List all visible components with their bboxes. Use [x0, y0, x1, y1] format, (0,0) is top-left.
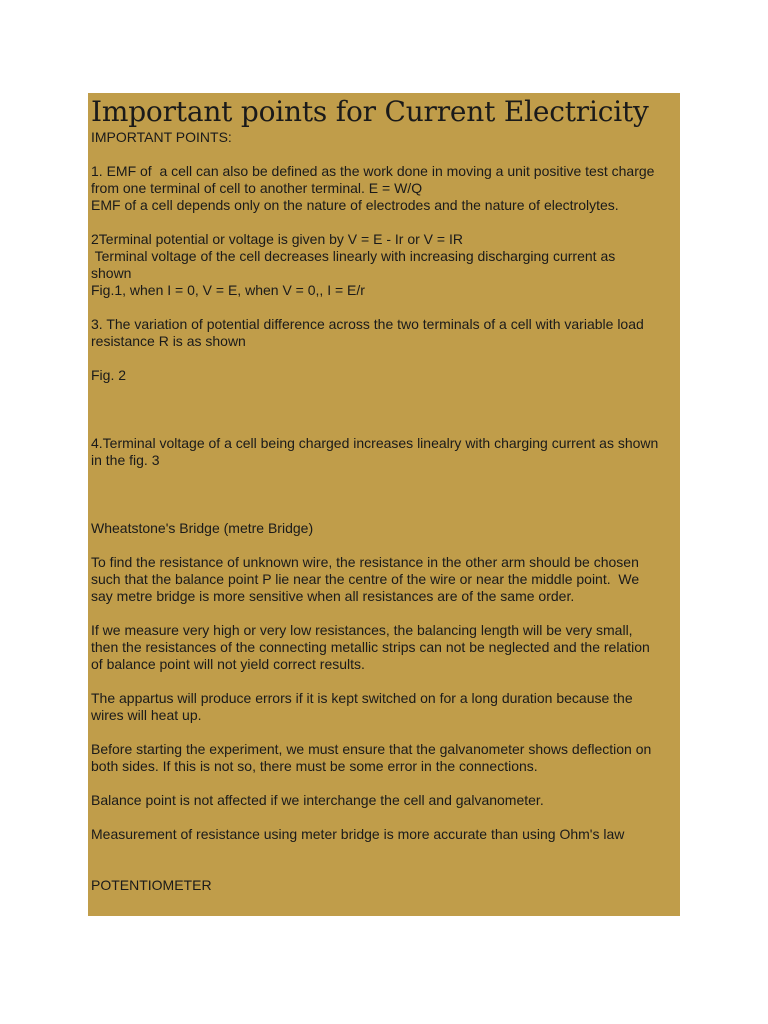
- text-line: then the resistances of the connecting metallic strips can not be neglected and the relation: [91, 639, 650, 655]
- blank-line: [91, 299, 677, 316]
- text-line: Fig.1, when I = 0, V = E, when V = 0,, I = E/r: [91, 282, 365, 298]
- document-panel: [88, 93, 680, 916]
- text-line: from one terminal of cell to another terminal. E = W/Q: [91, 180, 423, 196]
- blank-line: [91, 843, 677, 860]
- text-line: Balance point is not affected if we interchange the cell and galvanometer.: [91, 792, 544, 808]
- text-line: POTENTIOMETER: [91, 877, 212, 893]
- text-line: 4.Terminal voltage of a cell being charged increases linealry with charging current as shown: [91, 435, 659, 451]
- blank-line: [91, 401, 677, 418]
- text-line: 3. The variation of potential difference across the two terminals of a cell with variable load: [91, 316, 644, 332]
- text-line: IMPORTANT POINTS:: [91, 129, 232, 145]
- text-line: such that the balance point P lie near the centre of the wire or near the middle point. We: [91, 571, 640, 587]
- blank-line: [91, 350, 677, 367]
- blank-line: [91, 214, 677, 231]
- text-line: Measurement of resistance using meter bridge is more accurate than using Ohm's law: [91, 826, 625, 842]
- blank-line: [91, 605, 677, 622]
- blank-line: [91, 469, 677, 486]
- document-title: Important points for Current Electricity: [91, 95, 649, 128]
- text-line: To find the resistance of unknown wire, the resistance in the other arm should be chosen: [91, 554, 639, 570]
- blank-line: [91, 673, 677, 690]
- text-line: The appartus will produce errors if it is kept switched on for a long duration because the: [91, 690, 633, 706]
- text-line: both sides. If this is not so, there must be some error in the connections.: [91, 758, 538, 774]
- blank-line: [91, 860, 677, 877]
- text-line: 1. EMF of a cell can also be defined as the work done in moving a unit positive test charge: [91, 163, 655, 179]
- text-line: EMF of a cell depends only on the nature of electrodes and the nature of electrolytes.: [91, 197, 619, 213]
- blank-line: [91, 146, 677, 163]
- text-line: resistance R is as shown: [91, 333, 246, 349]
- blank-line: [91, 809, 677, 826]
- text-line: shown: [91, 265, 132, 281]
- text-line: wires will heat up.: [91, 707, 202, 723]
- text-line: say metre bridge is more sensitive when all resistances are of the same order.: [91, 588, 575, 604]
- text-line: Before starting the experiment, we must ensure that the galvanometer shows deflection on: [91, 741, 652, 757]
- text-line: of balance point will not yield correct results.: [91, 656, 365, 672]
- blank-line: [91, 384, 677, 401]
- text-line: If we measure very high or very low resistances, the balancing length will be very small,: [91, 622, 633, 638]
- text-line: Wheatstone's Bridge (metre Bridge): [91, 520, 314, 536]
- text-line: Terminal voltage of the cell decreases linearly with increasing discharging current as: [91, 248, 616, 264]
- blank-line: [91, 418, 677, 435]
- blank-line: [91, 486, 677, 503]
- blank-line: [91, 537, 677, 554]
- blank-line: [91, 503, 677, 520]
- text-line: 2Terminal potential or voltage is given by V = E - Ir or V = IR: [91, 231, 463, 247]
- blank-line: [91, 724, 677, 741]
- text-line: in the fig. 3: [91, 452, 160, 468]
- text-line: Fig. 2: [91, 367, 127, 383]
- document-body: [91, 129, 677, 894]
- blank-line: [91, 775, 677, 792]
